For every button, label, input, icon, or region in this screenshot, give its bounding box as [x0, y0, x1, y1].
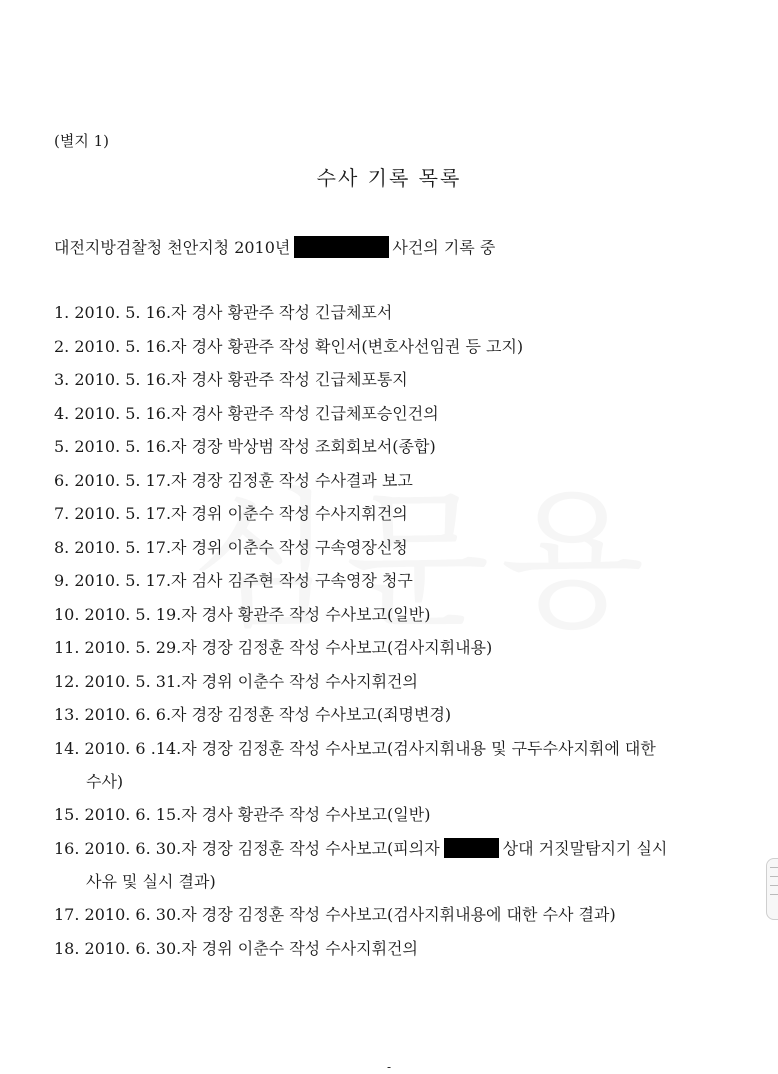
list-item: 2. 2010. 5. 16.자 경사 황관주 작성 확인서(변호사선임권 등 고지)	[54, 336, 524, 356]
redaction-box	[294, 236, 389, 258]
list-item: 12. 2010. 5. 31.자 경위 이춘수 작성 수사지휘건의	[54, 671, 418, 691]
list-item: 4. 2010. 5. 16.자 경사 황관주 작성 긴급체포승인건의	[54, 403, 439, 423]
intro-line	[54, 235, 495, 258]
list-item: 11. 2010. 5. 29.자 경장 김정훈 작성 수사보고(검사지휘내용)	[54, 638, 493, 657]
list-item: 15. 2010. 6. 15.자 경사 황관주 작성 수사보고(일반)	[54, 805, 431, 824]
list-item: 9. 2010. 5. 17.자 검사 김주현 작성 구속영장 청구	[54, 571, 413, 590]
intro-after: 사건의 기록 중	[392, 238, 496, 257]
side-tab-handle[interactable]	[766, 858, 778, 920]
list-item-continuation: 수사)	[86, 771, 124, 791]
list-item: 14. 2010. 6 .14.자 경장 김정훈 작성 수사보고(검사지휘내용 및 구두수사지휘에 대한 수사)	[54, 738, 734, 793]
annex-label: (별지 1)	[54, 132, 109, 150]
list-item: 5. 2010. 5. 16.자 경장 박상범 작성 조회회보서(종합)	[54, 437, 436, 456]
list-item: 7. 2010. 5. 17.자 경위 이춘수 작성 수사지휘건의	[54, 504, 408, 523]
list-item: 3. 2010. 5. 16.자 경사 황관주 작성 긴급체포통지	[54, 370, 408, 389]
list-item: 6. 2010. 5. 17.자 경장 김정훈 작성 수사결과 보고	[54, 470, 413, 490]
list-item-continuation: 사유 및 실시 결과)	[86, 871, 216, 891]
list-item: 16. 2010. 6. 30.자 경장 김정훈 작성 수사보고(피의자 상대 거짓말탐지기 실시 사유 및 실시 결과)	[54, 838, 734, 893]
list-item: 8. 2010. 5. 17.자 경위 이춘수 작성 구속영장신청	[54, 537, 408, 557]
list-item: 13. 2010. 6. 6.자 경장 김정훈 작성 수사보고(죄명변경)	[54, 705, 452, 724]
document-title: 수사 기록 목록	[316, 166, 462, 190]
record-list	[54, 302, 734, 971]
redaction-box	[444, 838, 499, 858]
list-item: 1. 2010. 5. 16.자 경사 황관주 작성 긴급체포서	[54, 303, 393, 322]
intro-before: 대전지방검찰청 천안지청 2010년	[54, 238, 291, 257]
list-item: 18. 2010. 6. 30.자 경위 이춘수 작성 수사지휘건의	[54, 938, 418, 958]
page-number: -	[387, 1060, 392, 1074]
list-item: 17. 2010. 6. 30.자 경장 김정훈 작성 수사보고(검사지휘내용에 대한 수사 결과)	[54, 905, 616, 924]
list-item: 10. 2010. 5. 19.자 경사 황관주 작성 수사보고(일반)	[54, 604, 431, 624]
